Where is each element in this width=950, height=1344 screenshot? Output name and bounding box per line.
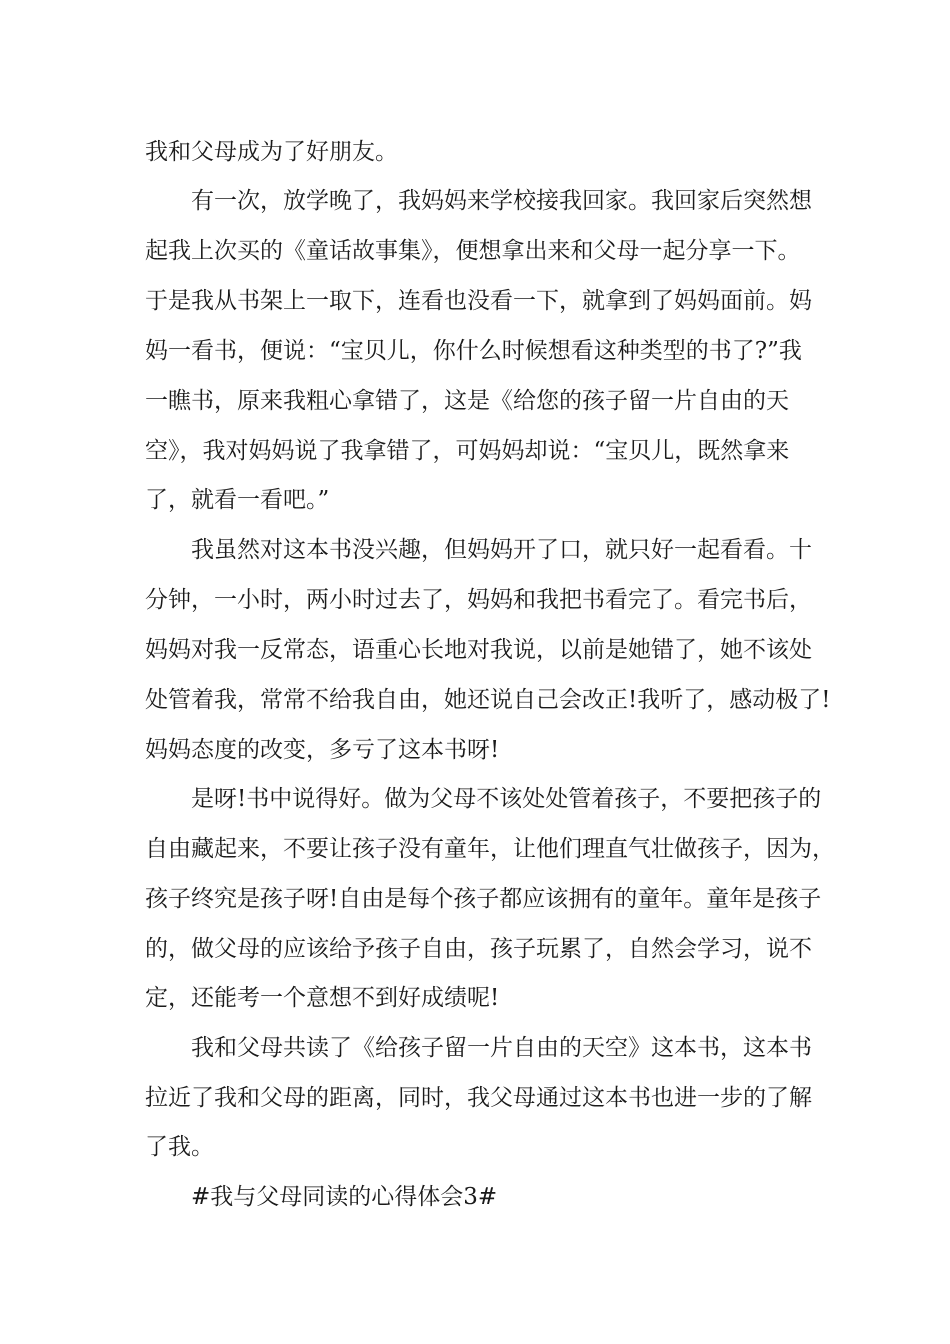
text-line: 了，就看一看吧。”: [145, 487, 330, 513]
text-line: 拉近了我和父母的距离，同时，我父母通过这本书也进一步的了解: [145, 1085, 812, 1111]
text-line: 空》，我对妈妈说了我拿错了，可妈妈却说：“宝贝儿，既然拿来: [145, 438, 790, 464]
text-line: 的，做父母的应该给予孩子自由，孩子玩累了，自然会学习，说不: [145, 936, 812, 962]
text-line: 于是我从书架上一取下，连看也没看一下，就拿到了妈妈面前。妈: [145, 288, 812, 314]
text-line: 起我上次买的《童话故事集》，便想拿出来和父母一起分享一下。: [145, 238, 801, 264]
text-line: 妈一看书，便说：“宝贝儿，你什么时候想看这种类型的书了?”我: [145, 338, 802, 364]
text-line: 处管着我，常常不给我自由，她还说自己会改正!我听了，感动极了!: [145, 687, 831, 713]
text-line: 有一次，放学晚了，我妈妈来学校接我回家。我回家后突然想: [191, 188, 812, 214]
text-line: 我和父母成为了好朋友。: [145, 139, 398, 165]
text-line: 妈妈态度的改变，多亏了这本书呀!: [145, 737, 500, 763]
text-line: 定，还能考一个意想不到好成绩呢!: [145, 985, 500, 1011]
text-line: 我虽然对这本书没兴趣，但妈妈开了口，就只好一起看看。十: [191, 537, 812, 563]
section-heading: #我与父母同读的心得体会3#: [191, 1184, 498, 1210]
text-line: 我和父母共读了《给孩子留一片自由的天空》这本书，这本书: [191, 1035, 812, 1061]
text-line: 妈妈对我一反常态，语重心长地对我说，以前是她错了，她不该处: [145, 637, 812, 663]
text-line: 自由藏起来，不要让孩子没有童年，让他们理直气壮做孩子，因为，: [145, 836, 835, 862]
text-line: 一瞧书，原来我粗心拿错了，这是《给您的孩子留一片自由的天: [145, 388, 789, 414]
text-line: 是呀!书中说得好。做为父母不该处处管着孩子，不要把孩子的: [191, 786, 822, 812]
text-line: 孩子终究是孩子呀!自由是每个孩子都应该拥有的童年。童年是孩子: [145, 886, 822, 912]
text-line: 了我。: [145, 1134, 214, 1160]
text-line: 分钟，一小时，两小时过去了，妈妈和我把书看完了。看完书后，: [145, 587, 812, 613]
